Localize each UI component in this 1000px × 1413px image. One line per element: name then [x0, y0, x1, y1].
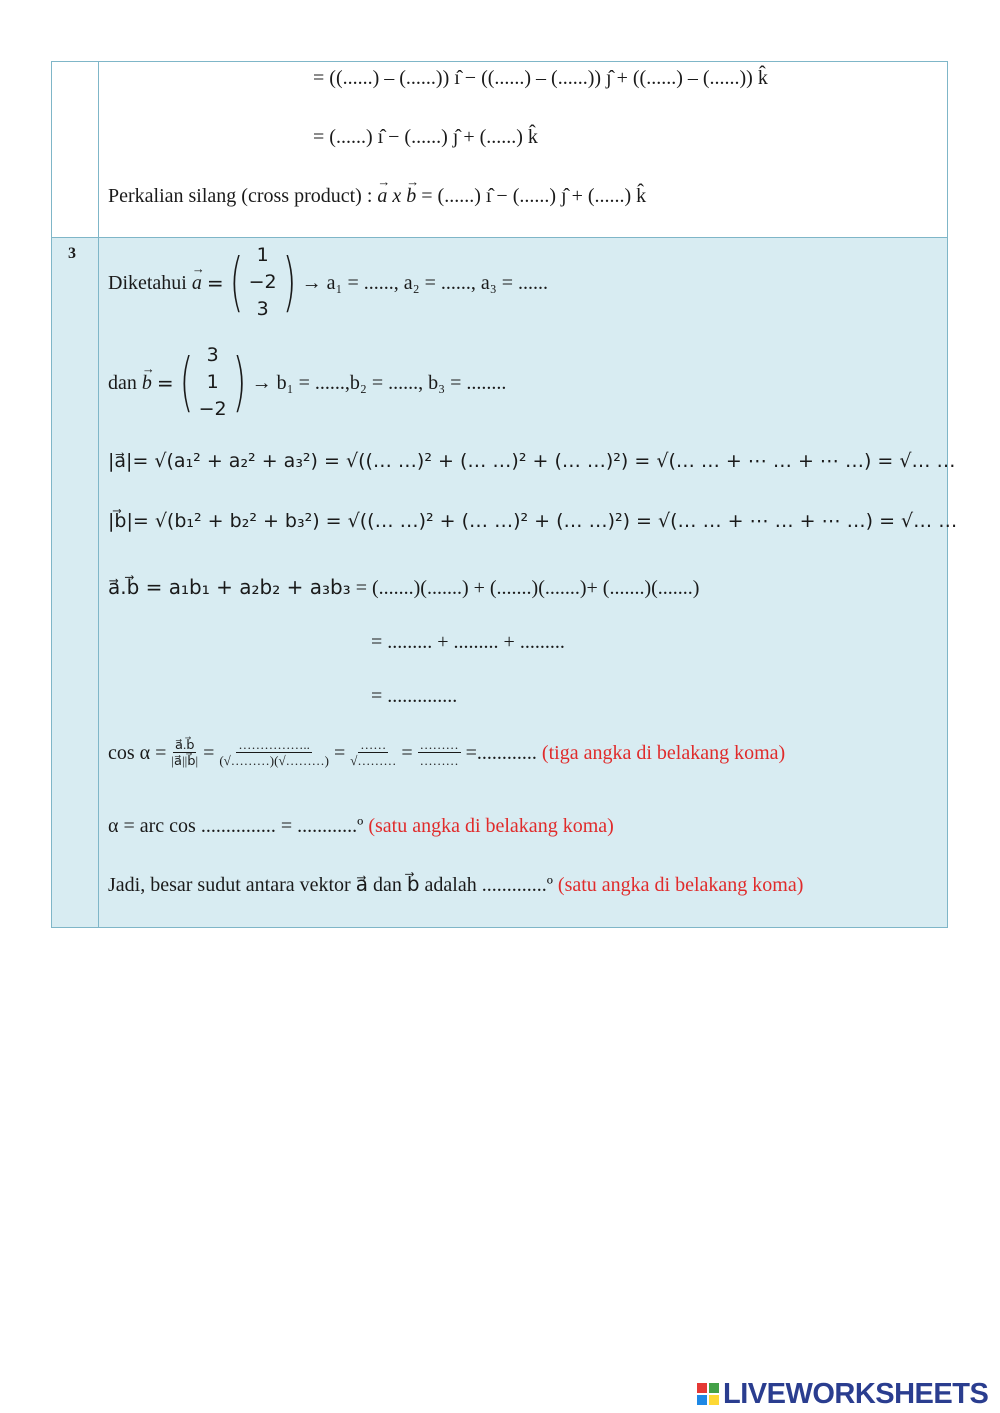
vector-b-component: 1 — [206, 371, 219, 393]
vector-b-components-blanks: → b₁ = ......,b₂ = ......, b₃ = ........ — [251, 371, 507, 394]
vector-a-components-blanks: → a₁ = ......, a₂ = ......, a₃ = ...... — [301, 271, 548, 294]
dan-label: dan — [108, 371, 137, 394]
cosine-formula: cos α = $\frac{a⃗.b⃗}{|a⃗||b⃗|}$ = $\frac{\dots\dots\dots\dots\dots..}{(√\dots\dots\dots)(√\dots\dots\dots)}$ = $\frac{\dots\dots}{√\dots\dots\dots}$ = $\frac{\dots\dots\dots}{\dots\dots\dots}$ =............ (tiga angka di belakang koma) — [108, 737, 786, 768]
vector-a-component: 3 — [256, 298, 269, 320]
magnitude-a-formula: |a⃗|= √(a₁² + a₂² + a₃²) = √((… …)² + (… …)² + (… …)²) = √(… … + ⋯ … + ⋯ …) = √… … — [108, 450, 956, 472]
cos-fraction-4: $\frac{\dots\dots\dots}{\dots\dots\dots}$ — [419, 737, 459, 768]
cross-product-result: = (......) ı̂ − (......) ȷ̂ + (......) k̂ — [421, 185, 647, 207]
dot-product-line-1 — [108, 577, 699, 598]
conclusion-text: Jadi, besar sudut antara vektor a⃗ dan b⃗ adalah .............º — [108, 874, 553, 896]
problem-number: 3 — [68, 245, 76, 262]
table-row-cross-product — [52, 62, 947, 238]
column-divider — [98, 238, 99, 927]
conclusion-precision-note: (satu angka di belakang koma) — [557, 874, 804, 896]
alpha-precision-note: (satu angka di belakang koma) — [368, 815, 614, 837]
logo-text: LIVEWORKSHEETS — [723, 1377, 989, 1410]
dot-product-rhs: = (.......)(.......) + (.......)(.......)+ (.......)(.......) — [355, 577, 700, 599]
cos-precision-note: (tiga angka di belakang koma) — [541, 741, 786, 764]
vector-b-component: 3 — [206, 344, 219, 366]
alpha-formula: α = arc cos ............... = ............º — [108, 815, 364, 837]
cos-result-blank: =............ — [465, 741, 537, 764]
cos-fraction-1: $\frac{a⃗.b⃗}{|a⃗||b⃗|}$ — [171, 737, 199, 768]
vector-a-matrix: ( 1 −2 3 ) — [224, 242, 302, 323]
dot-product-lhs: a⃗.b⃗ = a₁b₁ + a₂b₂ + a₃b₃ — [108, 575, 351, 599]
cross-product-line-1: = ((......) – (......)) ı̂ − ((......) – (......)) ȷ̂ + ((......) – (......)) k̂ — [313, 67, 768, 89]
cross-product-line-2: = (......) ı̂ − (......) ȷ̂ + (......) k̂ — [313, 126, 538, 148]
dot-product-line-2: = ......... + ......... + ......... — [371, 631, 565, 653]
cos-label: cos α = — [108, 741, 167, 764]
magnitude-b-formula: |b⃗|= √(b₁² + b₂² + b₃²) = √((… …)² + (… …)² + (… …)²) = √(… … + ⋯ … + ⋯ …) = √… … — [108, 510, 958, 532]
logo-icon — [697, 1383, 719, 1405]
diketahui-label: Diketahui — [108, 271, 187, 294]
given-vector-b: dan → b = ( 3 1 −2 ) → b₁ = ......,b₂ = ......, b₃ = ........ — [108, 342, 506, 423]
vector-a-component: 1 — [256, 244, 269, 266]
cos-fraction-3: $\frac{\dots\dots}{√\dots\dots\dots}$ — [350, 737, 397, 768]
conclusion-line — [108, 875, 803, 895]
vector-b-component: −2 — [198, 398, 227, 420]
dot-product-line-3: = .............. — [371, 685, 458, 707]
cos-fraction-2: $\frac{\dots\dots\dots\dots\dots..}{(√\dots\dots\dots)(√\dots\dots\dots)}$ — [219, 737, 329, 768]
table-row-problem-3 — [52, 238, 958, 927]
vector-b-matrix: ( 3 1 −2 ) — [174, 342, 252, 423]
cross-product-label: Perkalian silang (cross product) : — [108, 185, 373, 207]
alpha-line — [108, 816, 614, 836]
worksheet-table — [51, 61, 958, 928]
liveworksheets-logo — [697, 1379, 988, 1409]
column-divider — [98, 62, 99, 237]
cross-product-line-3: Perkalian silang (cross product) : → a x → b = (......) ı̂ − (......) ȷ̂ + (......) k̂ — [108, 186, 646, 206]
vector-a-component: −2 — [248, 271, 277, 293]
given-vector-a: Diketahui → a = ( 1 −2 3 ) → a₁ = ......, a₂ = ......, a₃ = ...... — [108, 242, 548, 323]
